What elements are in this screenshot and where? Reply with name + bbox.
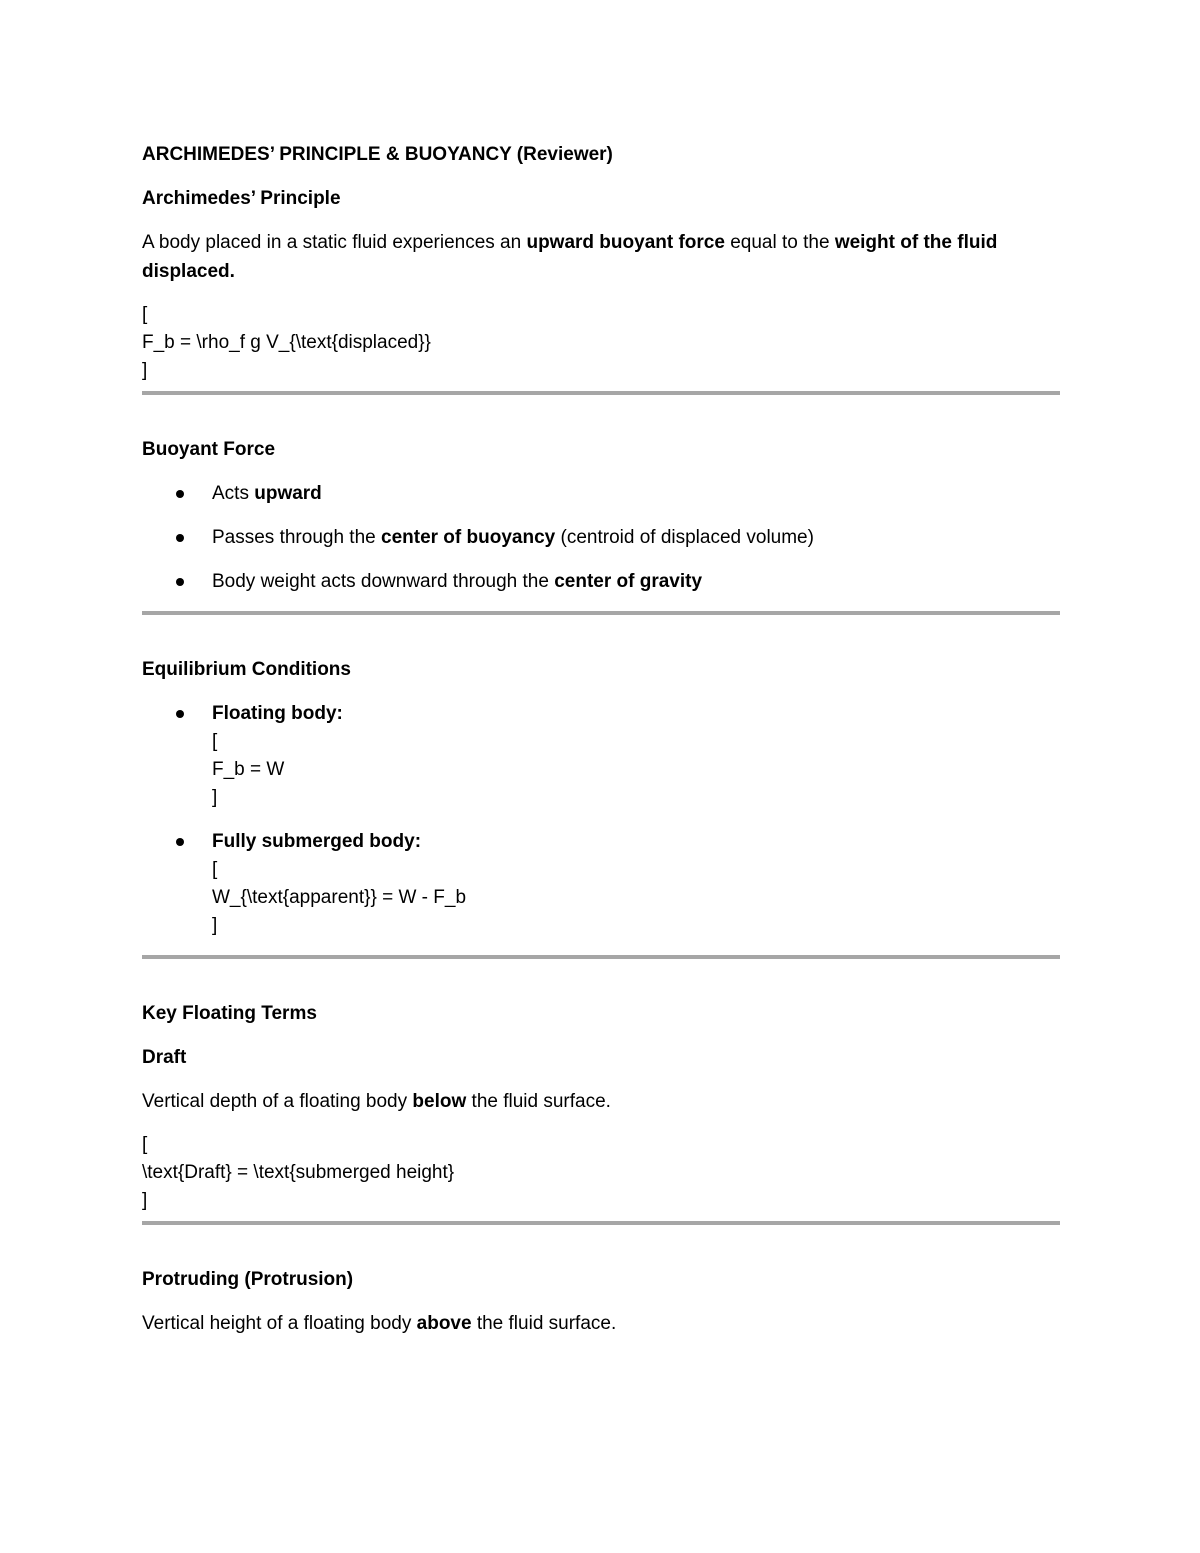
list-item — [142, 523, 1060, 552]
formula-close-bracket: ] — [212, 915, 218, 936]
text-run: equal to the — [724, 232, 835, 253]
horizontal-rule — [142, 955, 1060, 959]
bold-run: Floating body: — [212, 703, 343, 724]
buoyant-force-list — [142, 479, 1060, 596]
bullet-icon — [176, 578, 184, 586]
bold-run: upward buoyant force — [526, 232, 725, 253]
formula-open-bracket: [ — [212, 731, 218, 752]
formula-close-bracket: ] — [142, 1190, 148, 1211]
formula-expression: F_b = W — [212, 759, 285, 780]
bold-run: above — [416, 1313, 472, 1334]
heading-protruding: Protruding (Protrusion) — [142, 1269, 354, 1290]
protruding-text — [142, 1309, 1060, 1338]
text-run: A body placed in a static fluid experiences an — [142, 232, 527, 253]
list-item — [142, 567, 1060, 596]
bold-run: below — [412, 1091, 467, 1112]
equilibrium-list — [142, 699, 1060, 940]
formula-submerged-body — [212, 856, 1060, 940]
document-body — [142, 140, 1060, 1353]
text-run: the fluid surface. — [471, 1313, 617, 1334]
formula-floating-body — [212, 728, 1060, 812]
formula-close-bracket: ] — [142, 360, 148, 381]
subheading-draft: Draft — [142, 1047, 187, 1068]
horizontal-rule — [142, 391, 1060, 395]
heading-buoyant-force: Buoyant Force — [142, 439, 276, 460]
bullet-icon — [176, 838, 184, 846]
horizontal-rule — [142, 611, 1060, 615]
formula-expression: W_{\text{apparent}} = W - F_b — [212, 887, 467, 908]
bold-run: upward — [254, 483, 322, 504]
bold-run: weight of the fluid displaced. — [142, 232, 998, 282]
text-run: Passes through the — [212, 527, 381, 548]
bold-run: center of gravity — [554, 571, 703, 592]
text-run: Acts — [212, 483, 255, 504]
draft-text — [142, 1087, 1060, 1116]
archimedes-principle-text — [142, 228, 1060, 286]
list-item — [142, 479, 1060, 508]
bold-run: center of buoyancy — [381, 527, 556, 548]
text-run: Vertical depth of a floating body — [142, 1091, 413, 1112]
bullet-icon — [176, 534, 184, 542]
formula-open-bracket: [ — [212, 859, 218, 880]
formula-open-bracket: [ — [142, 304, 148, 325]
formula-expression: F_b = \rho_f g V_{\text{displaced}} — [142, 332, 431, 353]
bold-run: Fully submerged body: — [212, 831, 422, 852]
list-item — [142, 827, 1060, 940]
horizontal-rule — [142, 1221, 1060, 1225]
heading-key-floating-terms: Key Floating Terms — [142, 1003, 317, 1024]
formula-buoyant-force — [142, 301, 1060, 385]
formula-open-bracket: [ — [142, 1134, 148, 1155]
heading-archimedes-principle: Archimedes’ Principle — [142, 188, 341, 209]
text-run: Vertical height of a floating body — [142, 1313, 417, 1334]
text-run: Body weight acts downward through the — [212, 571, 555, 592]
formula-expression: \text{Draft} = \text{submerged height} — [142, 1162, 455, 1183]
document-title: ARCHIMEDES’ PRINCIPLE & BUOYANCY (Reviewer) — [142, 144, 613, 165]
formula-draft — [142, 1131, 1060, 1215]
formula-close-bracket: ] — [212, 787, 218, 808]
text-run: (centroid of displaced volume) — [555, 527, 814, 548]
text-run: the fluid surface. — [466, 1091, 611, 1112]
list-item — [142, 699, 1060, 812]
heading-equilibrium-conditions: Equilibrium Conditions — [142, 659, 351, 680]
bullet-icon — [176, 710, 184, 718]
bullet-icon — [176, 490, 184, 498]
